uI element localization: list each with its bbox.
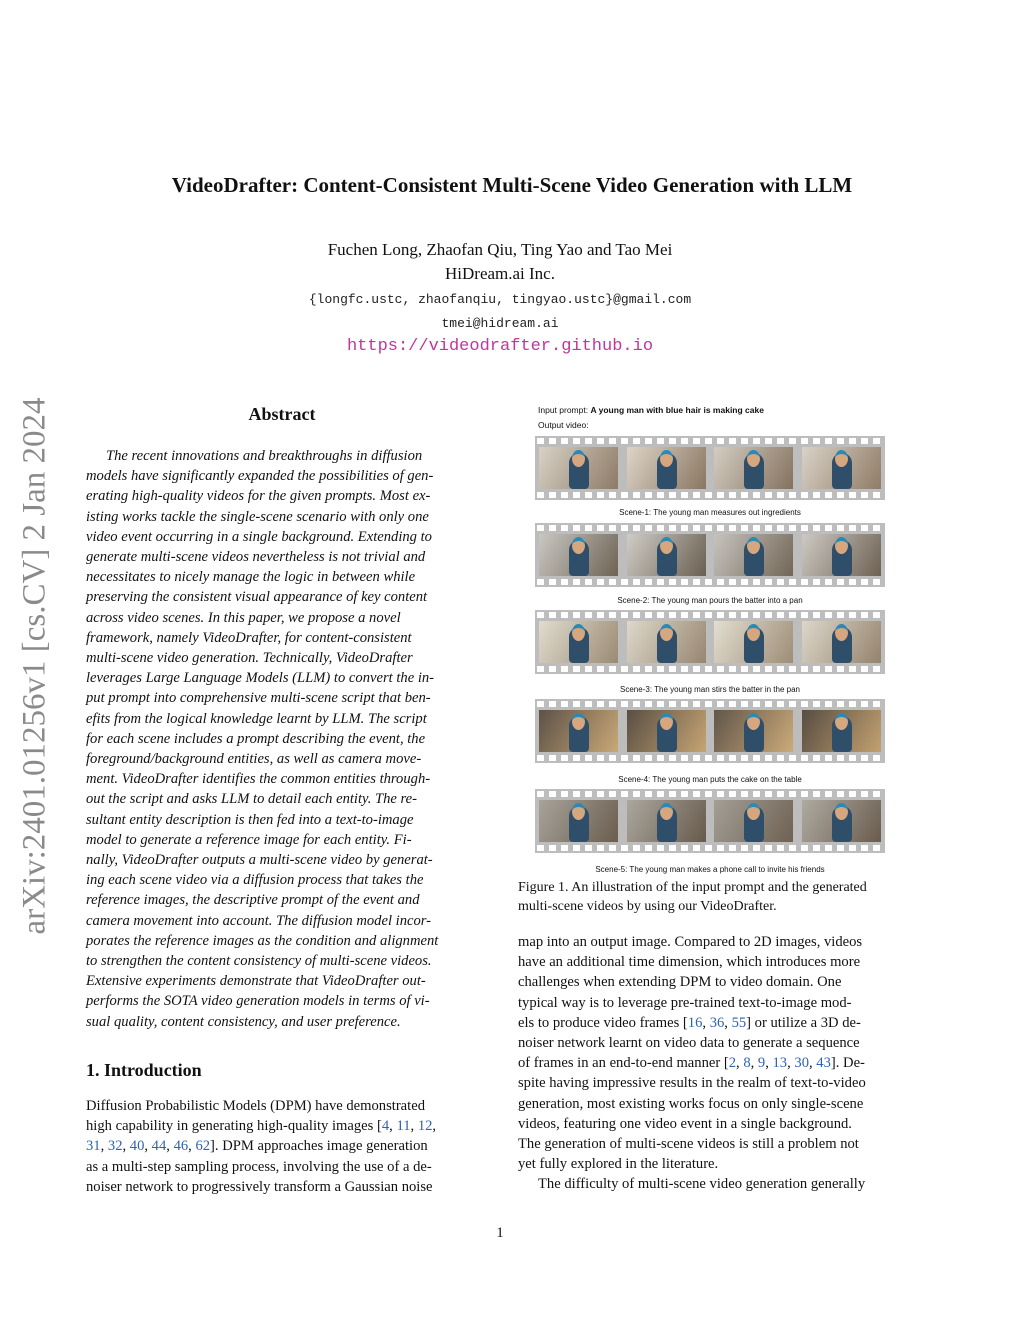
abstract-line: foreground/background entities, as well as camera move- [86,751,422,768]
abstract-body [86,446,480,1032]
caption-line: multi-scene videos by using our VideoDrafter. [518,899,777,914]
body-text: ] or utilize a 3D de- [746,1014,861,1031]
abstract-line: performs the SOTA video generation models in terms of vi- [86,993,430,1010]
video-frame [714,621,793,663]
citation-link[interactable]: 40 [129,1138,145,1155]
abstract-line: isting works tackle the single-scene scenario with only one [86,508,429,525]
citation-link[interactable]: 8 [743,1055,751,1072]
video-frame [802,534,881,576]
abstract-line: porates the reference images as the condition and alignment [86,932,439,949]
right-column-body [518,932,914,1195]
video-frame [714,447,793,489]
caption-line: Figure 1. An illustration of the input prompt and the generated [518,880,867,895]
intro-line: Diffusion Probabilistic Models (DPM) have demonstrated [86,1098,425,1114]
abstract-line: models have significantly expanded the possibilities of gen- [86,468,434,485]
body-text: ]. De- [830,1055,865,1072]
citation-link[interactable]: 62 [195,1138,211,1155]
abstract-line: erating high-quality videos for the given prompts. Most ex- [86,488,431,505]
body-text: of frames in an end-to-end manner [ [518,1055,729,1072]
abstract-heading: Abstract [248,404,316,424]
body-line: spite having impressive results in the realm of text-to-video [518,1075,866,1092]
citation-link[interactable]: 9 [757,1055,766,1072]
body-line: map into an output image. Compared to 2D images, videos [518,934,863,950]
citation-link[interactable]: 36 [709,1014,725,1031]
body-line: yet fully explored in the literature. [518,1156,719,1173]
abstract-line: Extensive experiments demonstrate that VideoDrafter out- [86,973,426,990]
figure-output-label: Output video: [538,420,589,430]
affiliation: HiDream.ai Inc. [445,264,555,283]
abstract-line: ing each scene video via a diffusion process that takes the [86,872,424,889]
abstract-line: framework, namely VideoDrafter, for content-consistent [86,629,412,646]
arxiv-stamp [10,372,60,960]
abstract-line: across video scenes. In this paper, we propose a novel [86,609,401,626]
citation-link[interactable]: 30 [794,1055,809,1072]
video-frame [539,534,618,576]
video-frame [714,710,793,752]
scene-caption: Scene-3: The young man stirs the batter in the pan [620,685,800,694]
citation-link[interactable]: 31 [86,1138,101,1155]
film-perforation [537,438,883,444]
arxiv-stamp-text: arXiv:2401.01256v1 [cs.CV] 2 Jan 2024 [16,397,53,935]
emails-line-1: {longfc.ustc, zhaofanqiu, tingyao.ustc}@gmail.com [308,292,692,307]
film-strip-scene-5 [535,789,885,853]
video-frame [802,800,881,842]
abstract-line: model to generate a reference image for each entity. Fi- [86,831,412,848]
video-frame [539,447,618,489]
citation-link[interactable]: 43 [816,1055,831,1072]
abstract-line: generate multi-scene videos nevertheless is not trivial and [86,549,426,566]
intro-line: as a multi-step sampling process, involving the use of a de- [86,1158,432,1175]
abstract-line: necessitates to nicely manage the logic in between while [86,569,416,586]
citation-link[interactable]: 13 [772,1055,788,1072]
video-frame [802,621,881,663]
body-line: videos, featuring one video event in a single background. [518,1115,852,1132]
body-line: of frames in an end-to-end manner [2, 8, 9, 13, 30, 43]. De- [518,1055,865,1072]
authors: Fuchen Long, Zhaofan Qiu, Ting Yao and Tao Mei [327,240,673,259]
video-frame [627,800,706,842]
section-heading-introduction: 1. Introduction [86,1060,202,1080]
video-frame [539,710,618,752]
scene-caption: Scene-5: The young man makes a phone call to invite his friends [595,865,825,874]
video-frame [627,534,706,576]
page-number: 1 [496,1225,504,1241]
abstract-line: sual quality, content consistency, and user preference. [86,1013,401,1030]
citation-link[interactable]: 4 [381,1118,390,1135]
abstract-line: video event occurring in a single background. Extending to [86,528,432,545]
scene-caption: Scene-1: The young man measures out ingredients [619,508,801,517]
abstract-line: ment. VideoDrafter identifies the common entities through- [86,771,431,788]
project-url-link[interactable]: https://videodrafter.github.io [346,337,654,356]
abstract-line: to strengthen the content consistency of multi-scene videos. [86,953,432,970]
body-line: noiser network learnt on video data to generate a sequence [518,1035,860,1052]
abstract-line: efits from the logical knowledge learnt by LLM. The script [86,710,427,727]
body-line: have an additional time dimension, which introduces more [518,954,861,971]
scene-caption: Scene-2: The young man pours the batter into a pan [617,596,803,605]
intro-text: ]. DPM approaches image generation [210,1138,428,1155]
introduction-body [86,1096,480,1197]
body-line: challenges when extending DPM to video domain. One [518,974,842,991]
abstract-line: out the script and asks LLM to detail each entity. The re- [86,791,418,808]
film-strip-scene-1 [535,436,885,500]
citation-link[interactable]: 32 [107,1138,123,1155]
video-frame [627,621,706,663]
figure-input-prompt [538,405,764,415]
abstract-line: preserving the consistent visual appearance of key content [86,589,428,606]
film-strip-scene-2 [535,523,885,587]
intro-line: high capability in generating high-quality images [4, 11, 12, [86,1118,437,1135]
citation-link[interactable]: 46 [173,1138,189,1155]
abstract-line: camera movement into account. The diffusion model incor- [86,912,432,929]
intro-line: 31, 32, 40, 44, 46, 62]. DPM approaches image generation [86,1138,428,1155]
prompt-label: Input prompt: [538,405,591,415]
video-frame [802,710,881,752]
citation-link[interactable]: 11 [396,1118,411,1135]
figure-caption [518,878,914,916]
citation-link[interactable]: 2 [728,1055,737,1072]
video-frame [627,447,706,489]
figure-1 [518,402,913,874]
body-text: els to produce video frames [ [518,1014,688,1031]
emails-line-2: tmei@hidream.ai [441,316,559,331]
body-line: els to produce video frames [16, 36, 55] or utilize a 3D de- [518,1014,861,1031]
scene-caption: Scene-4: The young man puts the cake on the table [618,775,802,784]
abstract-line: The recent innovations and breakthroughs in diffusion [106,448,423,464]
body-line: typical way is to leverage pre-trained text-to-image mod- [518,994,852,1011]
video-frame [627,710,706,752]
abstract-line: reference images, the descriptive prompt of the event and [86,892,420,909]
abstract-line: put prompt into comprehensive multi-scene script that ben- [86,690,431,707]
abstract-line: multi-scene video generation. Technically, VideoDrafter [86,650,413,667]
citation-link[interactable]: 12 [417,1118,433,1135]
abstract-line: sultant entity description is then fed into a text-to-image [86,811,414,828]
paper-title: VideoDrafter: Content-Consistent Multi-Scene Video Generation with LLM [171,173,853,197]
intro-line: noiser network to progressively transform a Gaussian noise [86,1178,433,1195]
abstract-line: leverages Large Language Models (LLM) to convert the in- [86,670,435,687]
body-line: generation, most existing works focus on only single-scene [518,1095,864,1112]
film-perforation [537,492,883,498]
film-strip-scene-3 [535,610,885,674]
body-line: The difficulty of multi-scene video generation generally [538,1176,866,1193]
video-frame [802,447,881,489]
body-line: The generation of multi-scene videos is still a problem not [518,1136,859,1153]
film-strip-scene-4 [535,699,885,763]
video-frame [714,534,793,576]
abstract-line: nally, VideoDrafter outputs a multi-scene video by generat- [86,852,433,869]
video-frame [539,800,618,842]
citation-link[interactable]: 55 [731,1014,747,1031]
abstract-line: for each scene includes a prompt describing the event, the [86,730,426,747]
intro-text: high capability in generating high-quality images [ [86,1118,382,1135]
prompt-text: A young man with blue hair is making cake [590,405,764,415]
video-frame [539,621,618,663]
video-frame [714,800,793,842]
citation-link[interactable]: 44 [151,1138,167,1155]
citation-link[interactable]: 16 [687,1014,703,1031]
